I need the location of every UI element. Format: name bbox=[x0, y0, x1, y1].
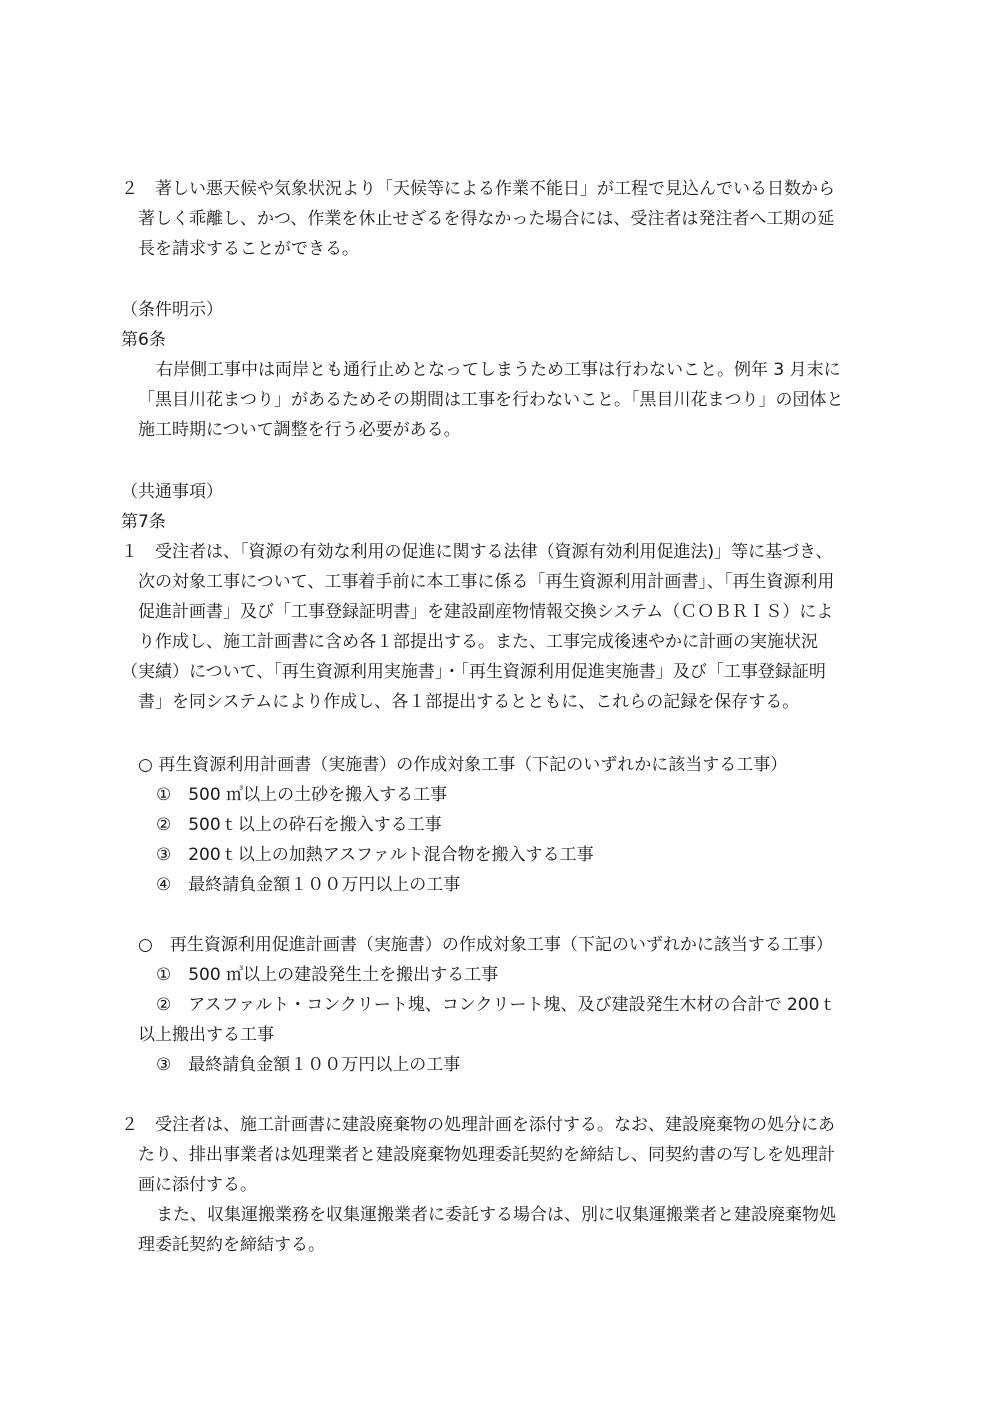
list-a-item-4: ④ 最終請負金額１００万円以上の工事 bbox=[156, 875, 461, 895]
a7-number: 第7条 bbox=[121, 512, 166, 532]
a7-caption: （共通事項） bbox=[121, 482, 223, 502]
list-a-item-3: ③ 200ｔ以上の加熱アスファルト混合物を搬入する工事 bbox=[156, 845, 594, 865]
list-a-item-1: ① 500 ㎥以上の土砂を搬入する工事 bbox=[156, 785, 448, 805]
a7-item1-line1: １ 受注者は、「資源の有効な利用の促進に関する法律（資源有効利用促進法)」等に基づき、 bbox=[121, 542, 833, 562]
a6-caption: （条件明示） bbox=[121, 300, 223, 320]
list-a-heading: ○ 再生資源利用計画書（実施書）の作成対象工事（下記のいずれかに該当する工事） bbox=[138, 755, 788, 775]
list-b-item-3: ③ 最終請負金額１００万円以上の工事 bbox=[156, 1055, 461, 1075]
a7-item1-line5: （実績）について、「再生資源利用実施書」・「再生資源利用促進実施書」及び「工事登録証明 bbox=[121, 662, 826, 682]
a7-item2-line3: 画に添付する。 bbox=[138, 1175, 257, 1195]
a6-number: 第6条 bbox=[121, 330, 166, 350]
a7-item2-line4: また、収集運搬業務を収集運搬業者に委託する場合は、別に収集運搬業者と建設廃棄物処 bbox=[156, 1205, 836, 1225]
a6-body-line1: 右岸側工事中は両岸とも通行止めとなってしまうため工事は行わないこと。例年 3 月末に bbox=[156, 360, 841, 380]
list-b-item-2: ② アスファルト・コンクリート塊、コンクリート塊、及び建設発生木材の合計で 200ｔ bbox=[156, 995, 837, 1015]
list-b-heading: ○ 再生資源利用促進計画書（実施書）の作成対象工事（下記のいずれかに該当する工事） bbox=[138, 935, 833, 955]
a6-body-line2: 「黒目川花まつり」があるためその期間は工事を行わないこと。「黒目川花まつり」の団体と bbox=[138, 390, 844, 410]
a5-item2-line2: 著しく乖離し、かつ、作業を休止せざるを得なかった場合には、受注者は発注者へ工期の延 bbox=[138, 209, 835, 229]
a7-item2-line5: 理委託契約を締結する。 bbox=[138, 1235, 325, 1255]
a7-item1-line4: り作成し、施工計画書に含め各１部提出する。また、工事完成後速やかに計画の実施状況 bbox=[138, 632, 818, 652]
a6-body-line3: 施工時期について調整を行う必要がある。 bbox=[138, 420, 461, 440]
a5-item2-line1: ２ 著しい悪天候や気象状況より「天候等による作業不能日」が工程で見込んでいる日数から bbox=[121, 179, 835, 199]
a7-item2-line2: たり、排出事業者は処理業者と建設廃棄物処理委託契約を締結し、同契約書の写しを処理計 bbox=[138, 1145, 835, 1165]
list-a-item-2: ② 500ｔ以上の砕石を搬入する工事 bbox=[156, 815, 442, 835]
list-b-item-2-cont: 以上搬出する工事 bbox=[138, 1025, 274, 1045]
a7-item1-line3: 促進計画書」及び「工事登録証明書」を建設副産物情報交換システム（ＣＯＢＲＩＳ）によ bbox=[138, 602, 834, 622]
a5-item2-line3: 長を請求することができる。 bbox=[138, 239, 359, 259]
a7-item1-line6: 書」を同システムにより作成し、各１部提出するとともに、これらの記録を保存する。 bbox=[138, 692, 800, 712]
a7-item2-line1: ２ 受注者は、施工計画書に建設廃棄物の処理計画を添付する。なお、建設廃棄物の処分にあ bbox=[121, 1115, 835, 1135]
list-b-item-1: ① 500 ㎥以上の建設発生土を搬出する工事 bbox=[156, 965, 499, 985]
a7-item1-line2: 次の対象工事について、工事着手前に本工事に係る「再生資源利用計画書」、「再生資源利用 bbox=[138, 572, 835, 592]
